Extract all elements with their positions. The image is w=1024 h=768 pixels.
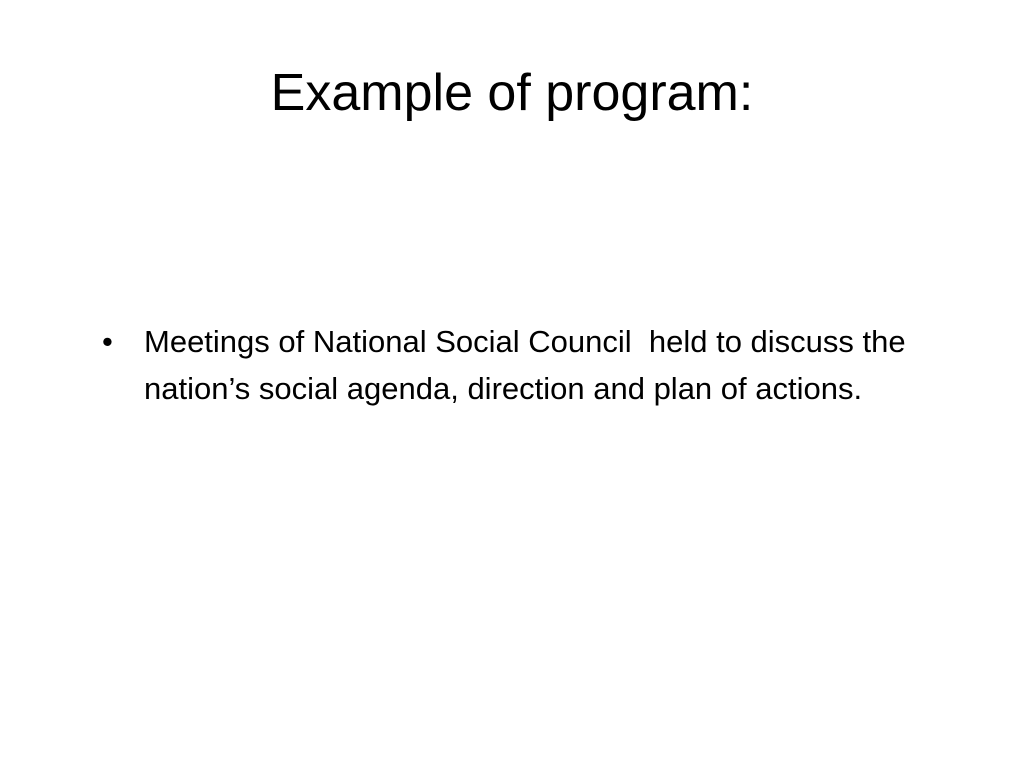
bullet-list	[100, 318, 940, 412]
bullet-item	[100, 318, 940, 412]
bullet-text: Meetings of National Social Council held to discuss the nation’s social agenda, direction and plan of actions.	[144, 324, 915, 406]
slide-title: Example of program:	[270, 64, 754, 122]
bullet-marker: •	[102, 324, 113, 359]
